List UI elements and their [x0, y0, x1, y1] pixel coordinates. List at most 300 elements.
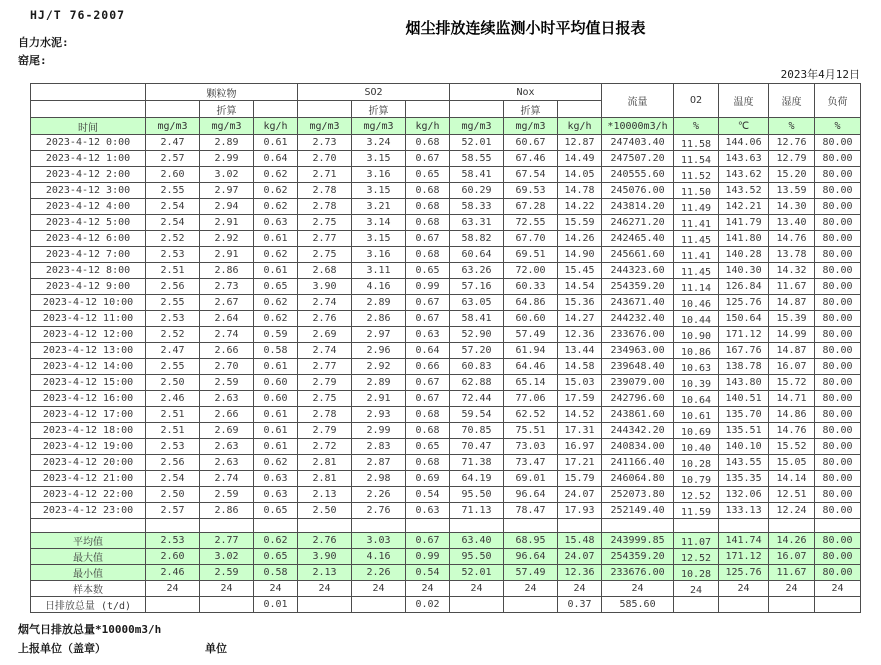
value-cell: 245661.60 — [602, 247, 674, 263]
value-cell: 12.79 — [769, 151, 815, 167]
value-cell: 12.52 — [674, 549, 719, 565]
time-cell: 2023-4-12 3:00 — [31, 183, 146, 199]
value-cell: 2.63 — [200, 391, 254, 407]
value-cell: 3.21 — [352, 199, 406, 215]
value-cell: 14.86 — [769, 407, 815, 423]
value-cell: 80.00 — [815, 311, 861, 327]
data-row — [31, 359, 861, 375]
value-cell: 2.70 — [298, 151, 352, 167]
summary-label: 最大值 — [31, 549, 146, 565]
header-flow: 流量 — [602, 84, 674, 118]
value-cell: 69.51 — [504, 247, 558, 263]
value-cell: 11.14 — [674, 279, 719, 295]
value-cell — [298, 597, 352, 613]
value-cell: 246271.20 — [602, 215, 674, 231]
value-cell: 2.53 — [146, 247, 200, 263]
value-cell: 140.28 — [719, 247, 769, 263]
value-cell: 24 — [200, 581, 254, 597]
standard-code: HJ/T 76-2007 — [30, 8, 126, 22]
value-cell: 2.66 — [200, 407, 254, 423]
value-cell: 10.28 — [674, 565, 719, 581]
value-cell: 78.47 — [504, 503, 558, 519]
value-cell: 141.80 — [719, 231, 769, 247]
value-cell: 143.52 — [719, 183, 769, 199]
header-temperature: 温度 — [719, 84, 769, 118]
value-cell: 143.55 — [719, 455, 769, 471]
value-cell: 11.07 — [674, 533, 719, 549]
value-cell: 15.72 — [769, 375, 815, 391]
header-humidity: 湿度 — [769, 84, 815, 118]
value-cell: 2.66 — [200, 343, 254, 359]
value-cell: 10.28 — [674, 455, 719, 471]
value-cell: 58.82 — [450, 231, 504, 247]
page-title: 烟尘排放连续监测小时平均值日报表 — [405, 19, 646, 37]
value-cell: 11.52 — [674, 167, 719, 183]
value-cell: 0.01 — [254, 597, 298, 613]
value-cell: 2.46 — [146, 391, 200, 407]
value-cell: 0.65 — [406, 263, 450, 279]
value-cell: 14.30 — [769, 199, 815, 215]
value-cell: 2.74 — [298, 295, 352, 311]
value-cell: 2.60 — [146, 167, 200, 183]
value-cell: 3.02 — [200, 549, 254, 565]
value-cell: 71.38 — [450, 455, 504, 471]
value-cell: 80.00 — [815, 503, 861, 519]
value-cell: 80.00 — [815, 231, 861, 247]
value-cell: 142.21 — [719, 199, 769, 215]
value-cell: 14.76 — [769, 231, 815, 247]
value-cell: 2.91 — [200, 215, 254, 231]
value-cell: 2.89 — [200, 135, 254, 151]
data-row — [31, 295, 861, 311]
data-row — [31, 263, 861, 279]
value-cell: 3.14 — [352, 215, 406, 231]
data-row — [31, 455, 861, 471]
value-cell: 2.46 — [146, 565, 200, 581]
value-cell: 24 — [558, 581, 602, 597]
time-cell: 2023-4-12 23:00 — [31, 503, 146, 519]
value-cell: 72.55 — [504, 215, 558, 231]
value-cell: 2.51 — [146, 423, 200, 439]
value-cell: 0.68 — [406, 455, 450, 471]
value-cell: 14.52 — [558, 407, 602, 423]
value-cell: 10.61 — [674, 407, 719, 423]
value-cell: 10.44 — [674, 311, 719, 327]
time-cell: 2023-4-12 12:00 — [31, 327, 146, 343]
value-cell: 11.45 — [674, 263, 719, 279]
group-header-so2: SO2 — [298, 84, 450, 101]
value-cell: 0.63 — [406, 503, 450, 519]
value-cell: 60.33 — [504, 279, 558, 295]
value-cell: 14.49 — [558, 151, 602, 167]
header-group-row — [31, 84, 861, 101]
value-cell: 0.63 — [254, 215, 298, 231]
value-cell: 0.61 — [254, 263, 298, 279]
value-cell: 60.60 — [504, 311, 558, 327]
value-cell: 2.52 — [146, 327, 200, 343]
value-cell: 141.79 — [719, 215, 769, 231]
value-cell: 15.79 — [558, 471, 602, 487]
value-cell: 0.67 — [406, 151, 450, 167]
value-cell: 2.75 — [298, 247, 352, 263]
value-cell: 2.53 — [146, 439, 200, 455]
value-cell: 2.76 — [352, 503, 406, 519]
value-cell: 13.44 — [558, 343, 602, 359]
value-cell: 2.91 — [352, 391, 406, 407]
value-cell: 10.63 — [674, 359, 719, 375]
data-row — [31, 199, 861, 215]
value-cell: 2.75 — [298, 391, 352, 407]
unit-header-row — [31, 118, 861, 135]
value-cell: 11.59 — [674, 503, 719, 519]
summary-label: 样本数 — [31, 581, 146, 597]
value-cell: 72.00 — [504, 263, 558, 279]
value-cell: 2.79 — [298, 423, 352, 439]
value-cell: 3.11 — [352, 263, 406, 279]
company-name: 自力水泥: — [18, 36, 69, 49]
value-cell: 80.00 — [815, 295, 861, 311]
value-cell — [504, 519, 558, 533]
value-cell: 59.54 — [450, 407, 504, 423]
data-row — [31, 343, 861, 359]
value-cell: 0.67 — [406, 375, 450, 391]
value-cell: 14.54 — [558, 279, 602, 295]
value-cell: 3.24 — [352, 135, 406, 151]
value-cell: 57.16 — [450, 279, 504, 295]
value-cell: 15.39 — [769, 311, 815, 327]
value-cell: 2.57 — [146, 503, 200, 519]
unit-cell: kg/h — [406, 118, 450, 135]
value-cell: 71.13 — [450, 503, 504, 519]
time-cell: 2023-4-12 11:00 — [31, 311, 146, 327]
value-cell: 247403.40 — [602, 135, 674, 151]
value-cell — [200, 597, 254, 613]
value-cell: 12.87 — [558, 135, 602, 151]
value-cell: 0.68 — [406, 247, 450, 263]
value-cell: 15.48 — [558, 533, 602, 549]
value-cell: 252073.80 — [602, 487, 674, 503]
empty-cell — [298, 101, 352, 118]
value-cell: 0.37 — [558, 597, 602, 613]
time-cell: 2023-4-12 0:00 — [31, 135, 146, 151]
value-cell: 2.68 — [298, 263, 352, 279]
value-cell: 0.58 — [254, 343, 298, 359]
data-row — [31, 247, 861, 263]
value-cell: 0.67 — [406, 391, 450, 407]
value-cell: 4.16 — [352, 549, 406, 565]
value-cell: 143.62 — [719, 167, 769, 183]
value-cell: 2.97 — [200, 183, 254, 199]
value-cell: 2.98 — [352, 471, 406, 487]
summary-row — [31, 581, 861, 597]
time-cell: 2023-4-12 2:00 — [31, 167, 146, 183]
value-cell: 58.33 — [450, 199, 504, 215]
value-cell: 14.32 — [769, 263, 815, 279]
time-cell: 2023-4-12 6:00 — [31, 231, 146, 247]
value-cell: 2.86 — [200, 503, 254, 519]
summary-label: 平均值 — [31, 533, 146, 549]
value-cell — [254, 519, 298, 533]
value-cell: 80.00 — [815, 263, 861, 279]
time-cell: 2023-4-12 19:00 — [31, 439, 146, 455]
value-cell: 10.40 — [674, 439, 719, 455]
value-cell: 167.76 — [719, 343, 769, 359]
value-cell: 60.67 — [504, 135, 558, 151]
value-cell: 15.52 — [769, 439, 815, 455]
value-cell: 233676.00 — [602, 327, 674, 343]
summary-row — [31, 549, 861, 565]
value-cell: 14.87 — [769, 343, 815, 359]
value-cell: 2.13 — [298, 565, 352, 581]
value-cell: 0.65 — [406, 439, 450, 455]
data-row — [31, 167, 861, 183]
value-cell: 242465.40 — [602, 231, 674, 247]
value-cell: 69.01 — [504, 471, 558, 487]
value-cell: 80.00 — [815, 455, 861, 471]
value-cell — [719, 519, 769, 533]
subheader-pm-converted: 折算 — [200, 101, 254, 118]
value-cell: 95.50 — [450, 549, 504, 565]
unit-cell: kg/h — [558, 118, 602, 135]
value-cell: 239079.00 — [602, 375, 674, 391]
data-row — [31, 215, 861, 231]
value-cell: 61.94 — [504, 343, 558, 359]
value-cell: 2.57 — [146, 151, 200, 167]
value-cell — [815, 597, 861, 613]
value-cell: 247507.20 — [602, 151, 674, 167]
value-cell: 0.64 — [254, 151, 298, 167]
value-cell: 144.06 — [719, 135, 769, 151]
value-cell: 52.01 — [450, 565, 504, 581]
value-cell: 171.12 — [719, 549, 769, 565]
value-cell — [450, 597, 504, 613]
empty-cell — [31, 101, 146, 118]
value-cell: 12.52 — [674, 487, 719, 503]
value-cell: 67.70 — [504, 231, 558, 247]
group-header-nox: Nox — [450, 84, 602, 101]
value-cell: 150.64 — [719, 311, 769, 327]
value-cell: 10.64 — [674, 391, 719, 407]
value-cell: 80.00 — [815, 327, 861, 343]
value-cell: 63.31 — [450, 215, 504, 231]
value-cell — [769, 597, 815, 613]
value-cell: 2.60 — [146, 549, 200, 565]
value-cell: 58.41 — [450, 167, 504, 183]
value-cell — [146, 597, 200, 613]
value-cell: 11.41 — [674, 215, 719, 231]
value-cell: 68.95 — [504, 533, 558, 549]
value-cell: 60.29 — [450, 183, 504, 199]
value-cell: 0.62 — [254, 199, 298, 215]
value-cell: 243861.60 — [602, 407, 674, 423]
data-row — [31, 135, 861, 151]
value-cell: 13.40 — [769, 215, 815, 231]
value-cell: 12.51 — [769, 487, 815, 503]
data-row — [31, 183, 861, 199]
value-cell — [450, 519, 504, 533]
data-row — [31, 471, 861, 487]
value-cell: 24 — [450, 581, 504, 597]
value-cell: 2.74 — [298, 343, 352, 359]
value-cell: 14.14 — [769, 471, 815, 487]
value-cell: 57.20 — [450, 343, 504, 359]
value-cell: 80.00 — [815, 391, 861, 407]
value-cell — [719, 597, 769, 613]
unit-cell: mg/m3 — [146, 118, 200, 135]
value-cell — [406, 519, 450, 533]
value-cell: 3.16 — [352, 247, 406, 263]
value-cell: 80.00 — [815, 375, 861, 391]
value-cell: 2.77 — [298, 359, 352, 375]
report-date: 2023年4月12日 — [780, 68, 860, 81]
value-cell: 2.99 — [200, 151, 254, 167]
value-cell: 133.13 — [719, 503, 769, 519]
value-cell: 140.30 — [719, 263, 769, 279]
value-cell: 2.74 — [200, 327, 254, 343]
value-cell: 2.55 — [146, 295, 200, 311]
value-cell: 2.26 — [352, 487, 406, 503]
value-cell: 0.61 — [254, 359, 298, 375]
value-cell: 3.90 — [298, 549, 352, 565]
value-cell: 67.46 — [504, 151, 558, 167]
value-cell: 233676.00 — [602, 565, 674, 581]
value-cell: 2.92 — [352, 359, 406, 375]
value-cell: 80.00 — [815, 167, 861, 183]
site-name: 窑尾: — [18, 54, 47, 67]
value-cell: 24 — [298, 581, 352, 597]
value-cell: 75.51 — [504, 423, 558, 439]
value-cell: 63.05 — [450, 295, 504, 311]
value-cell: 62.88 — [450, 375, 504, 391]
value-cell: 69.53 — [504, 183, 558, 199]
empty-cell — [558, 101, 602, 118]
value-cell: 2.54 — [146, 199, 200, 215]
value-cell: 0.63 — [254, 487, 298, 503]
value-cell: 80.00 — [815, 343, 861, 359]
value-cell: 2.93 — [352, 407, 406, 423]
value-cell: 2.91 — [200, 247, 254, 263]
unit-cell: % — [769, 118, 815, 135]
value-cell: 24 — [815, 581, 861, 597]
value-cell: 0.68 — [406, 407, 450, 423]
value-cell: 0.62 — [254, 247, 298, 263]
report-table — [30, 83, 861, 613]
value-cell: 0.62 — [254, 455, 298, 471]
value-cell: 0.61 — [254, 423, 298, 439]
value-cell: 243999.85 — [602, 533, 674, 549]
summary-label: 最小值 — [31, 565, 146, 581]
data-row — [31, 439, 861, 455]
time-cell: 2023-4-12 10:00 — [31, 295, 146, 311]
value-cell: 140.10 — [719, 439, 769, 455]
summary-row — [31, 565, 861, 581]
value-cell: 0.67 — [406, 231, 450, 247]
value-cell: 10.90 — [674, 327, 719, 343]
value-cell: 24 — [146, 581, 200, 597]
value-cell: 65.14 — [504, 375, 558, 391]
value-cell: 243814.20 — [602, 199, 674, 215]
value-cell: 14.99 — [769, 327, 815, 343]
value-cell: 143.63 — [719, 151, 769, 167]
time-cell: 2023-4-12 18:00 — [31, 423, 146, 439]
value-cell: 252149.40 — [602, 503, 674, 519]
value-cell — [769, 519, 815, 533]
value-cell — [352, 597, 406, 613]
value-cell: 2.87 — [352, 455, 406, 471]
value-cell: 243671.40 — [602, 295, 674, 311]
value-cell: 58.41 — [450, 311, 504, 327]
value-cell: 125.76 — [719, 295, 769, 311]
value-cell: 2.67 — [200, 295, 254, 311]
value-cell: 96.64 — [504, 487, 558, 503]
value-cell: 2.56 — [146, 455, 200, 471]
value-cell: 242796.60 — [602, 391, 674, 407]
value-cell: 2.77 — [200, 533, 254, 549]
value-cell: 241166.40 — [602, 455, 674, 471]
value-cell: 14.05 — [558, 167, 602, 183]
value-cell: 80.00 — [815, 183, 861, 199]
value-cell: 140.51 — [719, 391, 769, 407]
value-cell: 2.73 — [200, 279, 254, 295]
time-cell: 2023-4-12 21:00 — [31, 471, 146, 487]
value-cell: 0.62 — [254, 295, 298, 311]
value-cell: 80.00 — [815, 487, 861, 503]
footer-unit-label: 单位 — [205, 642, 227, 655]
empty-cell — [254, 101, 298, 118]
value-cell: 126.84 — [719, 279, 769, 295]
value-cell: 15.59 — [558, 215, 602, 231]
value-cell: 2.52 — [146, 231, 200, 247]
value-cell: 57.49 — [504, 327, 558, 343]
value-cell: 15.45 — [558, 263, 602, 279]
value-cell — [602, 519, 674, 533]
empty-cell — [31, 84, 146, 101]
value-cell: 2.50 — [146, 375, 200, 391]
value-cell: 11.54 — [674, 151, 719, 167]
value-cell: 12.36 — [558, 565, 602, 581]
value-cell: 2.89 — [352, 375, 406, 391]
value-cell: 10.86 — [674, 343, 719, 359]
value-cell: 0.62 — [254, 183, 298, 199]
value-cell: 24 — [254, 581, 298, 597]
value-cell: 239648.40 — [602, 359, 674, 375]
value-cell: 2.76 — [298, 311, 352, 327]
data-row — [31, 375, 861, 391]
unit-cell: mg/m3 — [450, 118, 504, 135]
value-cell: 0.54 — [406, 487, 450, 503]
value-cell: 13.59 — [769, 183, 815, 199]
value-cell: 15.20 — [769, 167, 815, 183]
value-cell: 244232.40 — [602, 311, 674, 327]
value-cell: 12.76 — [769, 135, 815, 151]
value-cell: 17.93 — [558, 503, 602, 519]
data-row — [31, 503, 861, 519]
value-cell: 135.51 — [719, 423, 769, 439]
value-cell: 0.65 — [254, 503, 298, 519]
value-cell: 14.22 — [558, 199, 602, 215]
value-cell: 0.68 — [406, 183, 450, 199]
value-cell: 2.72 — [298, 439, 352, 455]
value-cell: 62.52 — [504, 407, 558, 423]
value-cell: 72.44 — [450, 391, 504, 407]
value-cell: 135.35 — [719, 471, 769, 487]
value-cell: 0.68 — [406, 199, 450, 215]
value-cell: 2.97 — [352, 327, 406, 343]
time-cell: 2023-4-12 13:00 — [31, 343, 146, 359]
value-cell: 245076.00 — [602, 183, 674, 199]
value-cell: 64.86 — [504, 295, 558, 311]
value-cell: 585.60 — [602, 597, 674, 613]
